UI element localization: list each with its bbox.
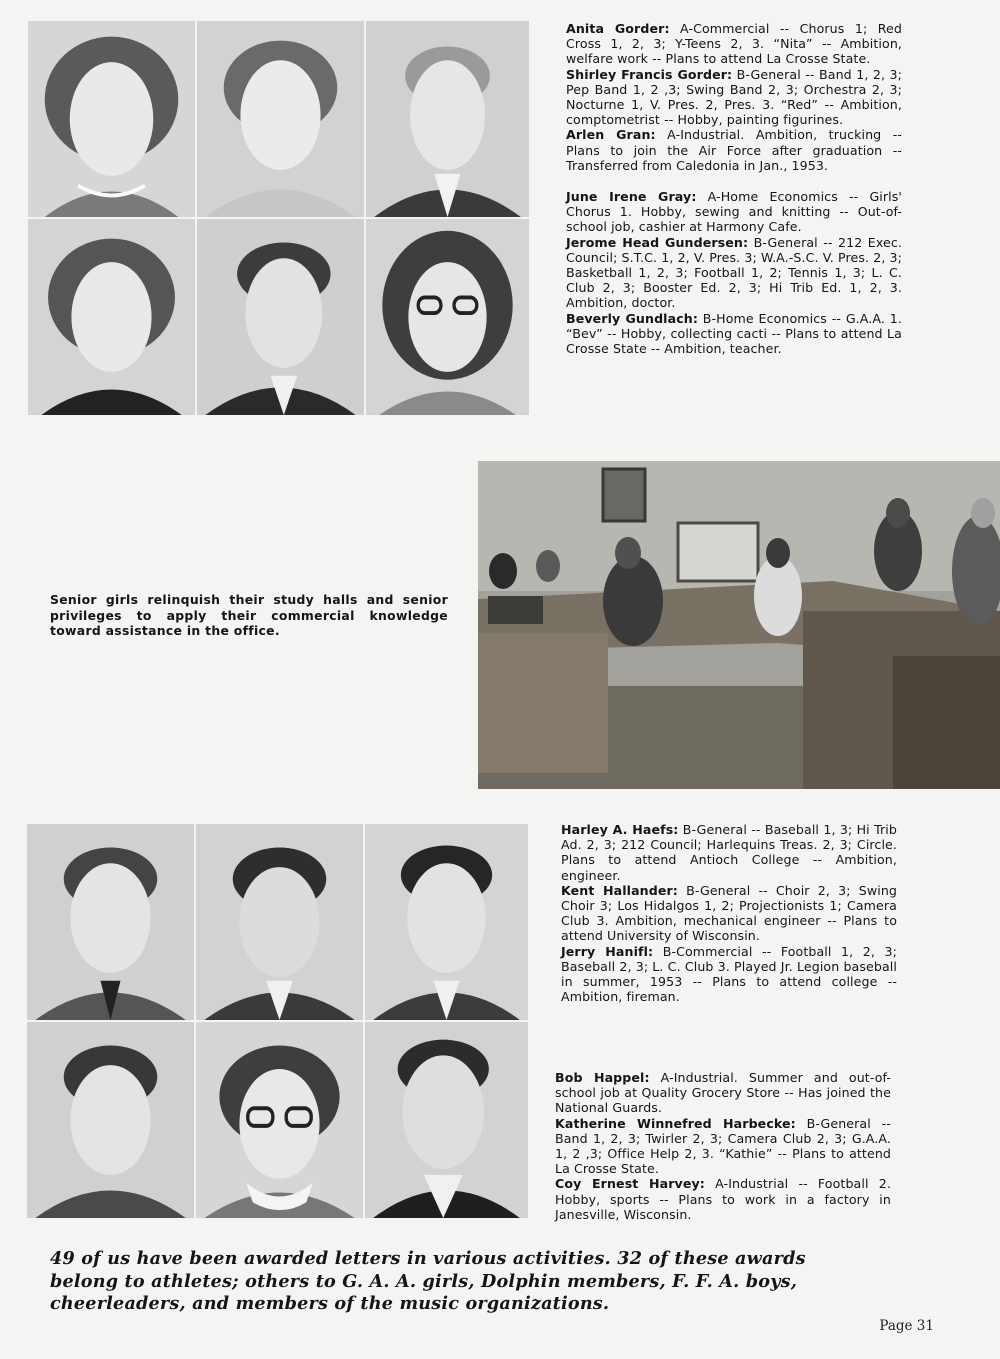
portrait-photo <box>28 219 195 415</box>
page-number: Page 31 <box>879 1318 934 1334</box>
student-details: A-Industrial -- Football 2. Hobby, sports -- Plans to work in a factory in Janesville, Wisconsin. <box>555 1176 891 1222</box>
student-name: Beverly Gundlach: <box>566 310 698 326</box>
bio-entry <box>566 127 902 173</box>
bio-entry <box>566 235 902 311</box>
bio-column-bottom <box>561 822 897 1004</box>
bio-entry <box>555 1116 891 1177</box>
portrait-photo <box>197 21 364 217</box>
student-name: Arlen Gran: <box>566 127 656 143</box>
student-name: Jerry Hanifl: <box>561 943 654 959</box>
student-name: June Irene Gray: <box>566 189 697 205</box>
student-details: B-Home Economics -- G.A.A. 1. “Bev” -- Hobby, collecting cacti -- Plans to attend La Crosse State -- Ambition, teacher. <box>566 310 902 357</box>
student-details: B-General -- Baseball 1, 3; Hi Trib Ad. 2, 3; 212 Council; Harlequins Treas. 2, 3; Circle. Plans to attend Antioch College -- Ambition, engineer. <box>561 822 897 883</box>
portrait-photo <box>196 824 363 1020</box>
student-name: Katherine Winnefred Harbecke: <box>555 1115 796 1131</box>
student-name: Jerome Head Gundersen: <box>566 234 749 250</box>
student-details: A-Home Economics -- Girls' Chorus 1. Hobby, sewing and knitting -- Out-of-school job, cashier at Harmony Cafe. <box>566 189 902 235</box>
bio-entry <box>561 944 897 1005</box>
student-name: Anita Gorder: <box>566 21 670 36</box>
student-details: B-General -- Band 1, 2, 3; Twirler 2, 3; Camera Club 2, 3; G.A.A. 1, 2 ,3; Office Help 2, 3. “Kathie” -- Plans to attend La Crosse State. <box>555 1115 891 1177</box>
portrait-photo <box>366 219 529 415</box>
portrait-grid-bottom <box>27 824 528 1218</box>
portrait-photo <box>28 21 195 217</box>
bio-entry <box>566 67 902 128</box>
student-details: B-General -- Choir 2, 3; Swing Choir 3; Los Hidalgos 1, 2; Projectionists 1; Camera Club 3. Ambition, mechanical engineer -- Plans to attend University of Wisconsin. <box>561 882 898 944</box>
bio-entry <box>566 21 902 67</box>
bio-entry <box>561 822 897 883</box>
portrait-photo <box>197 219 364 415</box>
student-details: A-Industrial. Summer and out-of-school job at Quality Grocery Store -- Has joined the National Guards. <box>555 1070 892 1116</box>
portrait-photo <box>365 824 528 1020</box>
bio-entry <box>566 311 902 357</box>
bio-entry <box>561 883 897 944</box>
student-name: Bob Happel: <box>555 1070 650 1085</box>
student-name: Kent Hallander: <box>561 882 678 898</box>
student-details: B-General -- 212 Exec. Council; S.T.C. 1, 2, V. Pres. 3; W.A.-S.C. V. Pres. 2, 3; Basketball 1, 2, 3; Football 1, 2; Tennis 1, 3; L. C. Club 2, 3; Booster Ed. 2, 3; Hi Trib Ed. 1, 2, 3. Ambition, doctor. <box>566 234 902 311</box>
student-name: Harley A. Haefs: <box>561 822 679 837</box>
footer-statement: 49 of us have been awarded letters in various activities. 32 of these awards belong to athletes; others to G. A. A. girls, Dolphin members, F. F. A. boys, cheerleaders, and members of the music organizations. <box>50 1248 806 1314</box>
portrait-photo <box>27 824 194 1020</box>
bio-column-bottom-2 <box>555 1070 891 1222</box>
bio-entry <box>555 1070 891 1116</box>
student-details: B-Commercial -- Football 1, 2, 3; Baseball 2, 3; L. C. Club 3. Played Jr. Legion baseball in summer, 1953 -- Plans to attend college -- Ambition, fireman. <box>561 943 898 1005</box>
portrait-photo <box>365 1022 528 1218</box>
student-details: B-General -- Band 1, 2, 3; Pep Band 1, 2 ,3; Swing Band 2, 3; Orchestra 2, 3; Nocturne 1, V. Pres. 2, Pres. 3. “Red” -- Ambition, comptometrist -- Hobby, painting figurines. <box>566 66 903 128</box>
portrait-grid-top <box>28 21 529 415</box>
bio-column-top <box>566 21 902 356</box>
bio-entry <box>566 189 902 235</box>
portrait-photo <box>196 1022 363 1218</box>
office-photo <box>478 461 1000 789</box>
student-name: Coy Ernest Harvey: <box>555 1176 705 1192</box>
student-name: Shirley Francis Gorder: <box>566 66 733 82</box>
portrait-photo <box>366 21 529 217</box>
student-details: A-Commercial -- Chorus 1; Red Cross 1, 2, 3; Y-Teens 2, 3. “Nita” -- Ambition, welfare work -- Plans to attend La Crosse State. <box>566 21 902 67</box>
bio-entry <box>555 1176 891 1222</box>
portrait-photo <box>27 1022 194 1218</box>
student-details: A-Industrial. Ambition, trucking -- Plans to join the Air Force after graduation -- Transferred from Caledonia in Jan., 1953. <box>566 127 902 173</box>
photo-caption: Senior girls relinquish their study halls and senior privileges to apply their commercial knowledge toward assistance in the office. <box>50 592 448 638</box>
